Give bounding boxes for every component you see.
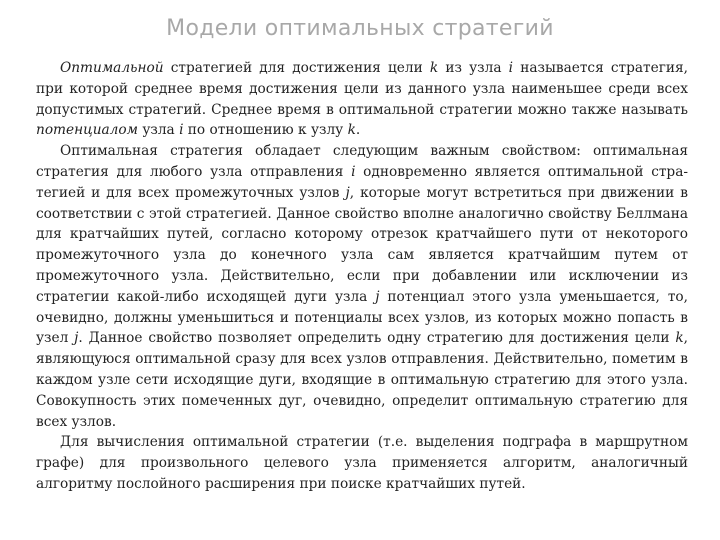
italic-term: j (375, 288, 380, 305)
italic-term: потенциалом (36, 122, 138, 139)
italic-term: i (508, 60, 514, 76)
paragraph-definition (36, 58, 688, 141)
paragraph-property (36, 141, 688, 432)
text-run: одновременно является оптимальной стратегией и для всех промежуточных узлов (36, 163, 688, 201)
italic-term: k (675, 330, 684, 347)
slide-title: Модели оптимальных стратегий (166, 16, 554, 41)
text-run: стратегией для достижения цели (163, 60, 430, 76)
text-run: из узла (438, 60, 509, 76)
italic-term: i (179, 122, 184, 139)
text-run: , являющуюся оптимальной сразу для всех узлов отправления. Действительно, пометим в каждом узле сети исходящие дуги, входящие в оптимальную стратегию для этого узла. Совокупность этих помеченных дуг, очевидно, определит оптимальную стратегию для всех узлов. (36, 330, 688, 430)
text-run: Оптимальная стратегия обладает следующим важным свойством: оптимальная стратегия для любого узла отправления (36, 143, 688, 180)
text-run: . Данное свойство позволяет определить одну стратегию для достижения цели (78, 330, 676, 347)
paragraph-algorithm (36, 432, 688, 494)
italic-term: k (347, 122, 356, 139)
italic-term: j (345, 184, 350, 201)
italic-term: Оптимальной (60, 60, 164, 76)
text-run: по отношению к узлу (183, 122, 348, 139)
text-body (36, 58, 688, 495)
text-run: потенциал этого узла уменьшается, то, очевидно, должны уменьшиться и потенциалы всех узлов, из которых можно попасть в узел (36, 288, 688, 347)
text-run: называется стратегия, при которой среднее время достижения цели из данного узла наименьшее среди всех допустимых стратегий. Среднее время в оптимальной стратегии можно также называть (36, 60, 689, 118)
text-run: Для вычисления оптимальной стратегии (т.е. выделения подграфа в маршрутном графе) для произвольного целевого узла применяется алгоритм, аналогичный алгоритму послойного расширения при поиске кратчайших путей. (36, 434, 688, 492)
text-run: узла (137, 122, 180, 139)
italic-term: k (429, 60, 439, 76)
italic-term: j (74, 330, 79, 347)
italic-term: i (351, 163, 356, 180)
text-run: . (355, 122, 361, 139)
text-run: , которые могут встретиться при движении в соответствии с этой стратегией. Данное свойство вполне аналогично свойству Беллмана для кратчайших путей, согласно которому отрезок кратчайшего пути от некоторого промежуточного узла до конечного узла сам является кратчайшим путем от промежуточного узла. Действительно, если при добавлении или исключении из стратегии какой-либо исходящей дуги узла (36, 184, 688, 305)
